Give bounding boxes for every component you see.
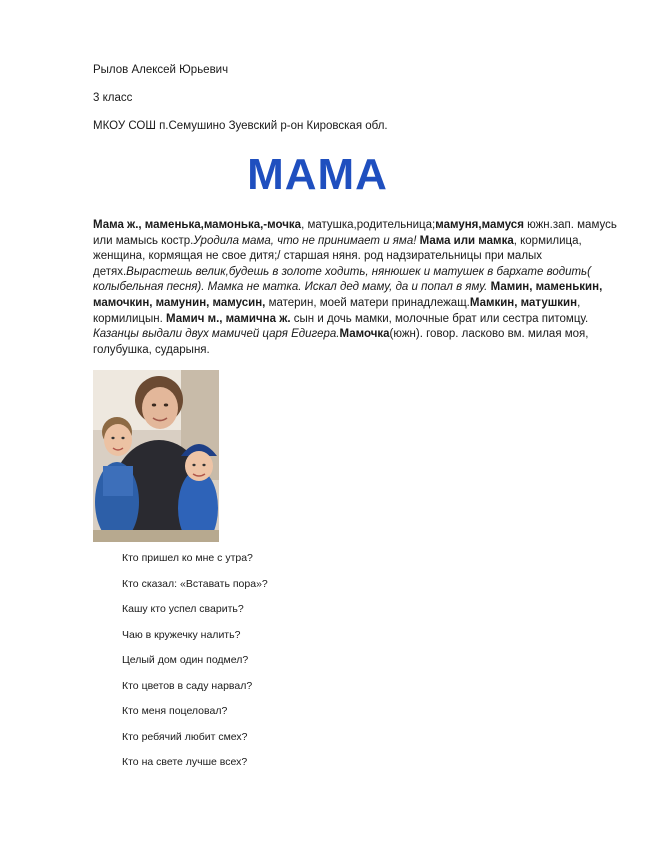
poem-line: Целый дом один подмел? [122,654,249,666]
paragraph-run: Мама или мамка [419,234,514,247]
paragraph-run: , кормилица, женщина, кормящая не свое дитя;/ старшая няня. род надзирательницы при малых детях. [93,234,582,278]
poem-line: Чаю в кружечку налить? [122,628,241,641]
paragraph-run: южн.зап. мамусь или мамысь костр. [93,219,617,247]
paragraph-run: материн, моей матери принадлежащ. [265,296,470,309]
author-name: Рылов Алексей Юрьевич [93,64,229,76]
paragraph-run: , матушка,родительница; [301,219,436,231]
poem-line: Кто на свете лучше всех? [122,756,248,768]
photo-image [93,370,219,542]
school-name: МКОУ СОШ п.Семушино Зуевский р-он Кировская обл. [93,120,388,132]
grade-label: 3 класс [93,92,133,104]
poem-line: Кто меня поцеловал? [122,705,228,717]
paragraph-run: Мамин, маменькин, мамочкин, мамунин, мамусин, [93,281,603,309]
family-photo [93,370,219,542]
paragraph-run: (южн). говор. ласково вм. милая моя, голубушка, сударыня. [93,328,589,356]
poem-line: Кашу кто успел сварить? [122,603,244,615]
paragraph-run: Уродила мама, что не принимает и яма! [193,234,417,247]
paragraph-run: Мамочка [339,328,390,341]
paragraph-run: Мамич м., мамична ж. [166,312,291,325]
definition-paragraph [93,218,618,358]
paragraph-run: Мамкин, матушкин [469,296,578,309]
poem-line: Кто цветов в саду нарвал? [122,679,253,692]
paragraph-run: Мама ж., маменька,мамонька,-мочка [93,219,302,231]
poem-line: Кто сказал: «Вставать пора»? [122,577,268,590]
paragraph-run: , кормилицын. [93,296,581,325]
paragraph-run: мамуня,мамуся [435,219,524,231]
paragraph-run: сын и дочь мамки, молочные брат или сестра питомцу. [290,312,589,325]
poem-list [122,552,268,782]
poem-line: Кто пришел ко мне с утра? [122,552,253,564]
page-title: МАМА [247,150,388,199]
paragraph-run: Вырастешь велик,будешь в золоте ходить, нянюшек и матушек в бархате водить( колыбельная песня). Мамка не матка. Искал дед маму, да и попал в яму. [93,265,591,294]
paragraph-run: Казанцы выдали двух мамичей царя Едигера. [93,328,340,341]
poem-line: Кто ребячий любит смех? [122,730,248,743]
